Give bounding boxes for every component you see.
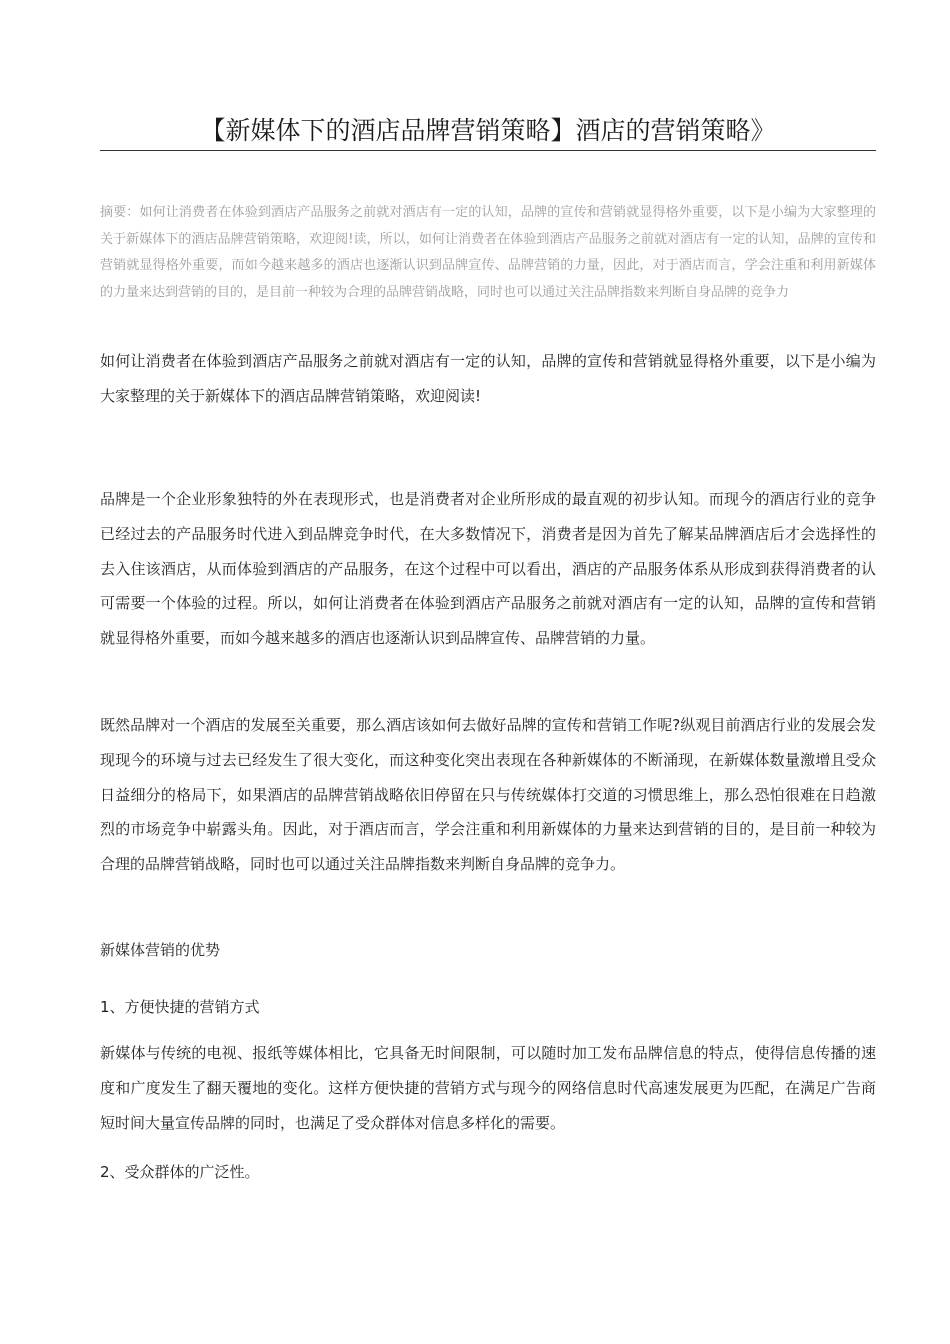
point-1-heading: 1、方便快捷的营销方式 [100, 998, 260, 1016]
advantage-heading: 新媒体营销的优势 [100, 941, 221, 959]
intro-paragraph: 如何让消费者在体验到酒店产品服务之前就对酒店有一定的认知，品牌的宣传和营销就显得格外重要，以下是小编为大家整理的关于新媒体下的酒店品牌营销策略，欢迎阅读! [100, 352, 876, 405]
new-media-paragraph: 既然品牌对一个酒店的发展至关重要，那么酒店该如何去做好品牌的宣传和营销工作呢?纵观目前酒店行业的发展会发现现今的环境与过去已经发生了很大变化，而这种变化突出表现在各种新媒体的不断涌现，在新媒体数量激增且受众日益细分的格局下，如果酒店的品牌营销战略依旧停留在只与传统媒体打交道的习惯思维上，那么恐怕很难在日趋激烈的市场竞争中崭露头角。因此，对于酒店而言，学会注重和利用新媒体的力量来达到营销的目的，是目前一种较为合理的品牌营销战略，同时也可以通过关注品牌指数来判断自身品牌的竞争力。 [100, 716, 876, 874]
brand-paragraph: 品牌是一个企业形象独特的外在表现形式，也是消费者对企业所形成的最直观的初步认知。而现今的酒店行业的竞争已经过去的产品服务时代进入到品牌竞争时代，在大多数情况下，消费者是因为首先了解某品牌酒店后才会选择性的去入住该酒店，从而体验到酒店的产品服务，在这个过程中可以看出，酒店的产品服务体系从形成到获得消费者的认可需要一个体验的过程。所以，如何让消费者在体验到酒店产品服务之前就对酒店有一定的认知，品牌的宣传和营销就显得格外重要，而如今越来越多的酒店也逐渐认识到品牌宣传、品牌营销的力量。 [100, 490, 876, 648]
title-block [100, 112, 876, 151]
point-1-body: 新媒体与传统的电视、报纸等媒体相比，它具备无时间限制，可以随时加工发布品牌信息的特点，使得信息传播的速度和广度发生了翻天覆地的变化。这样方便快捷的营销方式与现今的网络信息时代高速发展更为匹配，在满足广告商短时间大量宣传品牌的同时，也满足了受众群体对信息多样化的需要。 [100, 1044, 876, 1132]
abstract-paragraph: 摘要：如何让消费者在体验到酒店产品服务之前就对酒店有一定的认知，品牌的宣传和营销就显得格外重要，以下是小编为大家整理的关于新媒体下的酒店品牌营销策略，欢迎阅!读，所以，如何让消费者在体验到酒店产品服务之前就对酒店有一定的认知，品牌的宣传和营销就显得格外重要，而如今越来越多的酒店也逐渐认识到品牌宣传、品牌营销的力量，因此，对于酒店而言，学会注重和利用新媒体的力量来达到营销的目的，是目前一种较为合理的品牌营销战略，同时也可以通过关注品牌指数来判断自身品牌的竞争力 [100, 205, 876, 300]
point-2-heading: 2、受众群体的广泛性。 [100, 1163, 260, 1181]
document-title: 【新媒体下的酒店品牌营销策略】酒店的营销策略》 [200, 116, 776, 145]
